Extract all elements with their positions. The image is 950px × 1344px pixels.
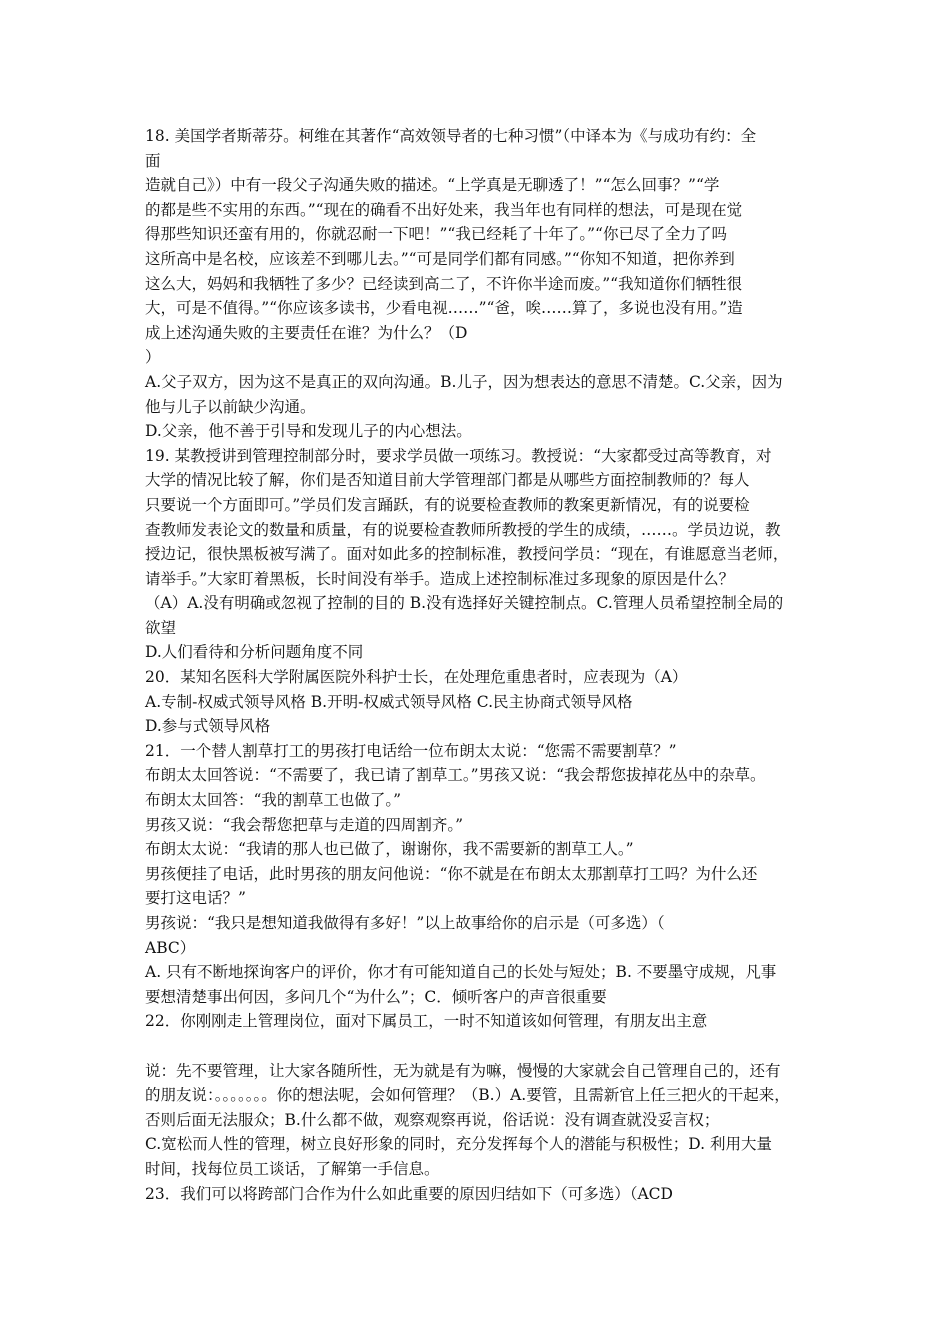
text-line: 造就自己》）中有一段父子沟通失败的描述。“上学真是无聊透了！”“怎么回事？”“学 [145, 176, 720, 195]
text-line: 的朋友说：。。。。。。。你的想法呢，会如何管理？（B.）A.要管，且需新官上任三把火的干起来， [145, 1086, 790, 1105]
text-line: 他与儿子以前缺少沟通。 [145, 397, 316, 416]
text-line: 22．你刚刚走上管理岗位，面对下属员工，一时不知道该如何管理，有朋友出主意 [145, 1012, 708, 1031]
text-line: 面 [145, 151, 161, 170]
text-line: 要打这电话？” [145, 889, 246, 908]
document-body [145, 124, 825, 1206]
text-line: 时间，找每位员工谈话，了解第一手信息。 [145, 1159, 440, 1178]
text-line: 说：先不要管理，让大家各随所性，无为就是有为嘛，慢慢的大家就会自己管理自己的，还有 [145, 1061, 781, 1080]
text-line [145, 1034, 825, 1059]
text-line: 布朗太太回答说：“不需要了，我已请了割草工。”男孩又说：“我会帮您拔掉花丛中的杂草。 [145, 766, 766, 785]
text-line: 19. 某教授讲到管理控制部分时，要求学员做一项练习。教授说：“大家都受过高等教育，对 [145, 446, 772, 465]
text-line: 大，可是不值得。”“你应该多读书，少看电视……”“爸，唉……算了，多说也没有用。”造 [145, 299, 743, 318]
text-line: D.人们看待和分析问题角度不同 [145, 643, 364, 662]
text-line: 授边记，很快黑板被写满了。面对如此多的控制标准，教授问学员：“现在，有谁愿意当老师， [145, 545, 789, 564]
text-line: 这所高中是名校，应该差不到哪儿去。”“可是同学们都有同感。”“你知不知道，把你养到 [145, 249, 735, 268]
text-line: 男孩又说：“我会帮您把草与走道的四周割齐。” [145, 815, 464, 834]
text-line: 这么大，妈妈和我牺牲了多少？已经读到高二了，不许你半途而废。”“我知道你们牺牲很 [145, 274, 743, 293]
text-line: ） [145, 348, 161, 367]
text-line: 否则后面无法服众；B.什么都不做，观察观察再说，俗话说：没有调查就没妥言权； [145, 1110, 720, 1129]
text-line: 布朗太太说：“我请的那人也已做了，谢谢你，我不需要新的割草工人。” [145, 840, 634, 859]
text-line: A.父子双方，因为这不是真正的双向沟通。B.儿子，因为想表达的意思不清楚。C.父亲，因为 [145, 372, 783, 391]
text-line: 成上述沟通失败的主要责任在谁？为什么？（D [145, 323, 468, 342]
text-line: C.宽松而人性的管理，树立良好形象的同时，充分发挥每个人的潜能与积极性；D. 利用大量 [145, 1135, 772, 1154]
text-line: 欲望 [145, 618, 177, 637]
text-line: ABC） [145, 938, 196, 957]
text-line: 的都是些不实用的东西。”“现在的确看不出好处来，我当年也有同样的想法，可是现在觉 [145, 200, 743, 219]
text-line: 查教师发表论文的数量和质量，有的说要检查教师所教授的学生的成绩，……。学员边说，教 [145, 520, 781, 539]
text-line: 得那些知识还蛮有用的，你就忍耐一下吧！”“我已经耗了十年了。”“你已尽了全力了吗 [145, 225, 727, 244]
text-line: 大学的情况比较了解，你们是否知道目前大学管理部门都是从哪些方面控制教师的？每人 [145, 471, 750, 490]
text-line: 只要说一个方面即可。”学员们发言踊跃，有的说要检查教师的教案更新情况，有的说要检 [145, 495, 750, 514]
text-line: 20．某知名医科大学附属医院外科护士长，在处理危重患者时，应表现为（A） [145, 668, 688, 687]
text-line: D.父亲，他不善于引导和发现儿子的内心想法。 [145, 422, 472, 441]
text-line: 男孩便挂了电话，此时男孩的朋友问他说：“你不就是在布朗太太那割草打工吗？为什么还 [145, 864, 758, 883]
text-line: 23．我们可以将跨部门合作为什么如此重要的原因归结如下（可多选）（ACD [145, 1184, 673, 1203]
text-line: 男孩说：“我只是想知道我做得有多好！”以上故事给你的启示是（可多选）（ [145, 914, 665, 932]
text-line: A. 只有不断地探询客户的评价，你才有可能知道自己的长处与短处；B. 不要墨守成规，凡事 [145, 963, 777, 982]
text-line: 要想清楚事出何因，多问几个“为什么”；C．倾听客户的声音很重要 [145, 987, 607, 1006]
text-line: 18. 美国学者斯蒂芬。柯维在其著作“高效领导者的七种习惯”（中译本为《与成功有约：全 [145, 127, 757, 145]
text-line: 请举手。”大家盯着黑板，长时间没有举手。造成上述控制标准过多现象的原因是什么？ [145, 569, 735, 588]
text-line: D.参与式领导风格 [145, 717, 271, 736]
text-line: 布朗太太回答：“我的割草工也做了。” [145, 791, 402, 810]
text-line: （A）A.没有明确或忽视了控制的目的 B.没有选择好关键控制点。C.管理人员希望控制全局的 [145, 594, 784, 613]
text-line: A.专制-权威式领导风格 B.开明-权威式领导风格 C.民主协商式领导风格 [145, 692, 633, 711]
text-line: 21．一个替人割草打工的男孩打电话给一位布朗太太说：“您需不需要割草？” [145, 741, 677, 760]
